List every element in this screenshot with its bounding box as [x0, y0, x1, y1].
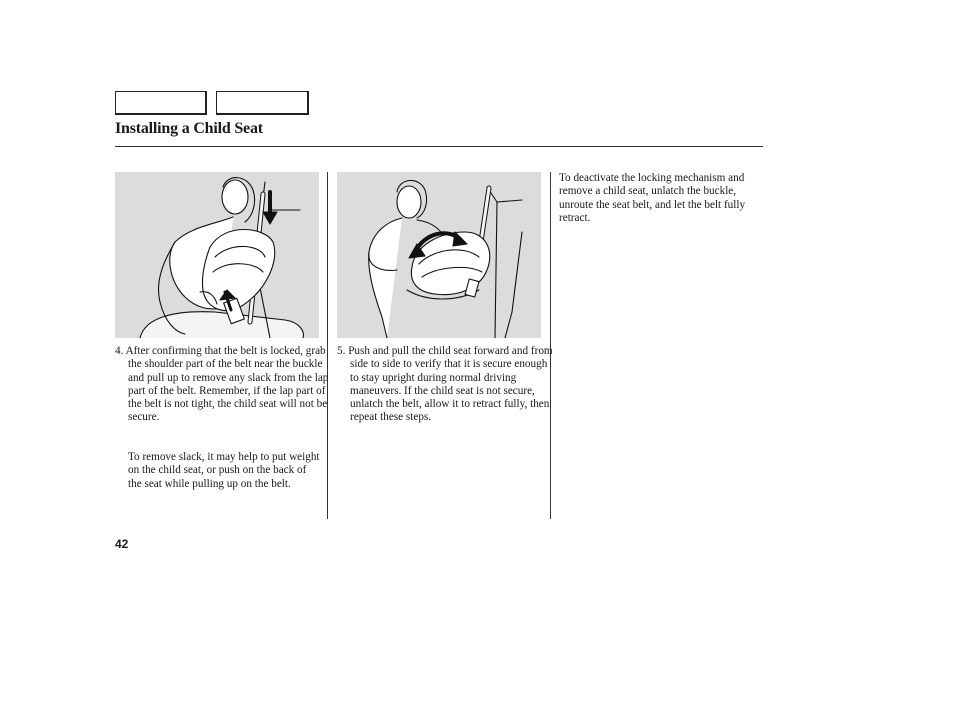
person-tightening-seat-belt-illustration	[115, 172, 319, 338]
person-pushing-child-seat-illustration	[337, 172, 541, 338]
nav-tab-1[interactable]	[115, 91, 207, 115]
step-5-text: 5. Push and pull the child seat forward and from side to side to verify that it is secure enough to stay upright during normal driving maneuvers. If the child seat is not secure, unlatch the belt, allow it to retract fully, then repeat these steps.	[337, 345, 553, 424]
deactivate-locking-text: To deactivate the locking mechanism and remove a child seat, unlatch the buckle, unroute the seat belt, and let the belt fully retract.	[559, 172, 746, 224]
title-divider	[115, 146, 763, 147]
page-number: 42	[115, 537, 129, 551]
page-title: Installing a Child Seat	[115, 120, 263, 137]
nav-tab-2[interactable]	[216, 91, 309, 115]
step-4-text: 4. After confirming that the belt is locked, grab the shoulder part of the belt near the buckle and pull up to remove any slack from the lap part of the belt. Remember, if the lap part of the belt is not tight, the child seat will not be secure.	[115, 345, 329, 424]
step-4-note: To remove slack, it may help to put weight on the child seat, or push on the back of the seat while pulling up on the belt.	[128, 451, 320, 490]
